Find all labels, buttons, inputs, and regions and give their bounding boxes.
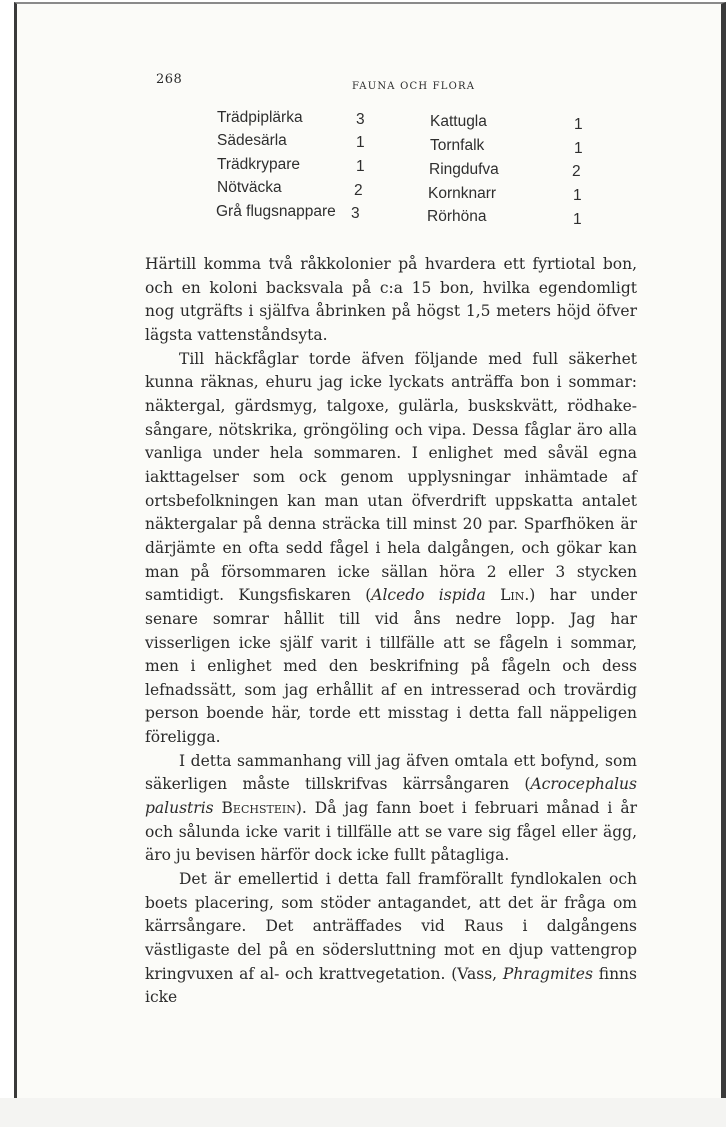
- tally-right-count: 1: [573, 187, 582, 204]
- paragraph: [145, 868, 637, 1010]
- paragraph-text: Härtill komma två råkkolonier på hvardera ett fyrtiotal bon, och en koloni backsvala på c:a 15 bon, hvilka egendomligt nog utgräfts i själfva åbrinken på högst 1,5 meters höjd öfver lägsta vattenståndsyta.: [145, 255, 637, 344]
- tally-left-name: Trädpiplärka: [217, 109, 303, 126]
- tally-right-name: Tornfalk: [430, 137, 485, 154]
- paragraph-text: Det är emellertid i detta fall framförallt fyndlokalen och boets placering, som stöder antagandet, att det är fråga om kärrsångare. Det anträffades vid Raus i dalgångens västligaste del på en södersluttning mot en djup vattengrop kringvuxen af al- och krattvegetation. (Vass,: [145, 870, 637, 983]
- paragraph-text: ). Då jag fann boet i februari månad i år och sålunda icke varit i tillfälle att se vare sig fågel eller ägg, äro ju bevisen härför dock icke fullt påtagliga.: [145, 799, 637, 865]
- tally-left-count: 1: [356, 158, 365, 175]
- tally-right-count: 1: [574, 116, 583, 133]
- paragraph-text: I detta sammanhang vill jag äfven omtala ett bofynd, som säkerligen måste tillskrifvas kärrsångaren (: [145, 751, 637, 794]
- paragraph: [145, 348, 637, 750]
- tally-right-name: Ringdufva: [429, 161, 499, 178]
- tally-right-count: 1: [573, 211, 582, 228]
- tally-right-count: 2: [572, 163, 581, 180]
- tally-right-name: Kornknarr: [428, 185, 497, 202]
- tally-right-name: Kattugla: [430, 113, 487, 130]
- tally-right-count: 1: [574, 140, 583, 157]
- latin-name: Alcedo ispida: [371, 586, 486, 605]
- tally-left-name: Nötväcka: [217, 179, 282, 196]
- author-name: Bechstein: [221, 799, 296, 818]
- paragraph-text: ) har under senare somrar hållit till vid åns nedre lopp. Jag har visserligen icke själf varit i tillfälle att se fågeln i sommar, men i enlighet med den beskrifning på fågeln och dess lefnadssätt, som jag erhållit af en intresserad och trovärdig person boende här, torde ett misstag i detta fall näppeligen föreligga.: [145, 586, 637, 747]
- tally-left-count: 3: [351, 205, 360, 222]
- tally-left-count: 3: [356, 111, 365, 128]
- author-abbreviation: Lin.: [500, 586, 530, 605]
- tally-right-name: Rörhöna: [427, 208, 487, 225]
- paragraph: [145, 253, 637, 348]
- latin-name: Acrocephalus palustris: [145, 775, 637, 818]
- tally-left-name: Grå flugsnappare: [216, 203, 336, 220]
- tally-left-count: 1: [356, 134, 365, 151]
- paragraph: [145, 750, 637, 868]
- tally-left-name: Trädkrypare: [217, 156, 300, 173]
- body-text: [145, 253, 637, 1010]
- scan-bottom-margin: [0, 1098, 726, 1127]
- running-head: FAUNA OCH FLORA: [352, 81, 476, 92]
- latin-name: Phragmites: [502, 964, 593, 983]
- tally-left-count: 2: [354, 182, 363, 199]
- paragraph-text: Till häckfåglar torde äfven följande med full säkerhet kunna räknas, ehuru jag icke lyckats anträffa bon i sommar: näktergal, gärdsmyg, talgoxe, gulärla, buskskvätt, rödhake-sångare, nötskrika, gröngöling och vipa. Dessa fåglar äro alla vanliga under hela sommaren. I enlighet med såväl egna iakttagelser som ock genom upplysningar inhämtade af ortsbefolkningen kan man utan öfverdrift uppskatta antalet näktergalar på denna sträcka till minst 20 par. Sparfhöken är därjämte en ofta sedd fågel i hela dalgången, och gökar kan man på försommaren icke sällan höra 2 eller 3 stycken samtidigt. Kungsfiskaren (: [145, 349, 637, 605]
- page-number: 268: [156, 72, 183, 87]
- paragraph-text: finns icke: [145, 964, 637, 1007]
- tally-left-name: Sädesärla: [217, 132, 287, 149]
